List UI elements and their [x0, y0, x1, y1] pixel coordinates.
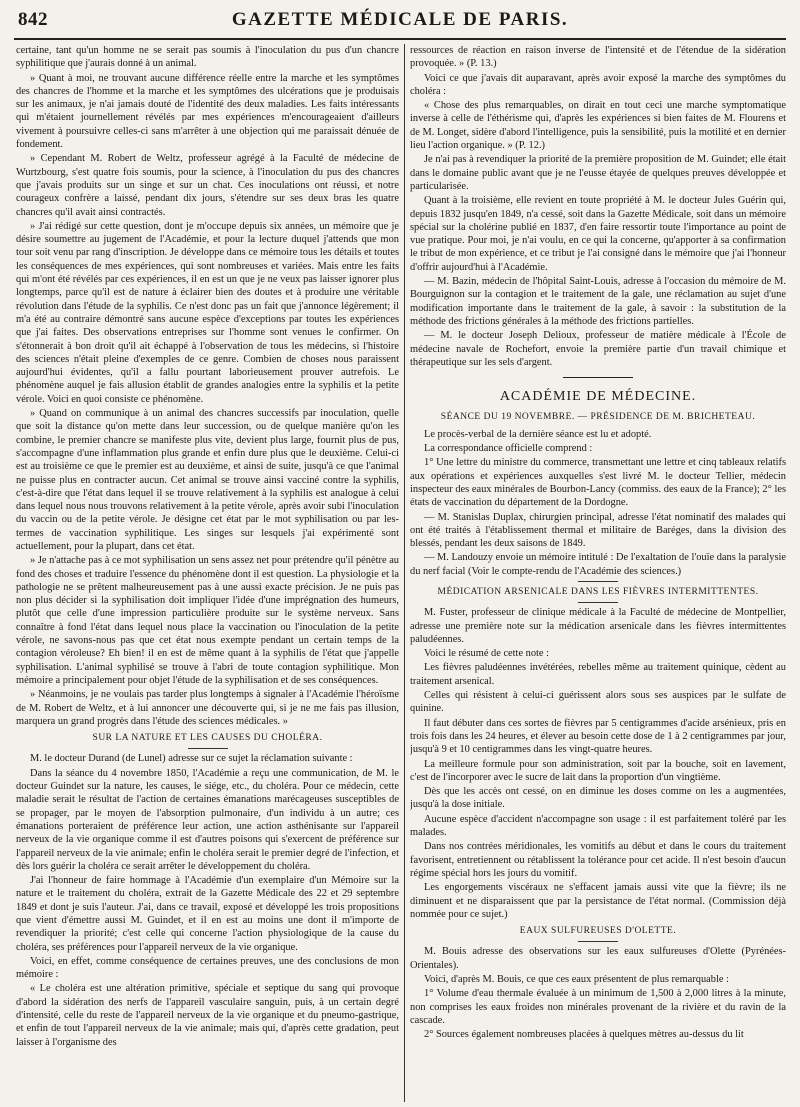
paragraph: — M. Bazin, médecin de l'hôpital Saint-Louis, adresse à l'occasion du mémoire de M. Bourguignon sur la contagion et le traitement de la gale, une réclamation au sujet d'une modification importante dans le traitement de la gale, à savoir : la substitution de la méthode des frictions générales à la méthode des frictions partielles.: [410, 276, 786, 327]
paragraph: 1° Une lettre du ministre du commerce, transmettant une lettre et cinq tableaux relatifs aux opérations et expériences auxquelles s'est livré M. le docteur Tellier, médecin inspecteur des eaux minérales de Bourbon-Lancy (commiss. des eaux de la France); 2° les états de vaccination du département de la Dordogne.: [410, 457, 786, 509]
paragraph: » Cependant M. Robert de Weltz, professeur agrégé à la Faculté de médecine de Wurtzbourg, s'est quatre fois soumis, pour la science, à l'inoculation du pus des chancres que j'avais produits sur un singe et sur un chat. Ces inoculations ont réussi, et notre courageux confrère a laissé, pendant dix jours, s'étendre sur ses deux bras les quatre chancres qu'il avait ainsi contractés.: [16, 153, 399, 218]
paragraph: M. Fuster, professeur de clinique médicale à la Faculté de médecine de Montpellier, adresse une première note sur la médication arsenicale dans les fièvres intermittentes paludéennes.: [410, 607, 786, 645]
paragraph: Le procès-verbal de la dernière séance est lu et adopté.: [424, 428, 652, 440]
journal-title: GAZETTE MÉDICALE DE PARIS.: [231, 9, 569, 30]
paragraph: La correspondance officielle comprend :: [424, 443, 593, 455]
header-rule: [14, 38, 786, 40]
column-divider: [404, 44, 405, 1102]
paragraph: — M. Landouzy envoie un mémoire intitulé : De l'exaltation de l'ouïe dans la paralysie du nerf facial (Voir le compte-rendu de l'Académie des sciences.): [410, 552, 786, 577]
section-heading-cholera: SUR LA NATURE ET LES CAUSES DU CHOLÉRA.: [92, 733, 323, 744]
paragraph: Dans nos contrées méridionales, les vomitifs au début et dans le cours du traitement favorisent, entretiennent ou rétablissent la tolérance pour cet acide. Il n'est besoin d'aucun régime spécial hors les jours du vomitif.: [410, 841, 786, 879]
paragraph: — M. le docteur Joseph Delioux, professeur de matière médicale à l'École de médecine navale de Rochefort, envoie la première partie d'un travail chimique et thérapeutique sur les sels d'argent.: [410, 330, 786, 368]
paragraph: Les engorgements viscéraux ne s'effacent jamais aussi vite que la fièvre; ils ne diminuent et ne disparaissent que par la persistance de l'état normal. (Commission déjà nommée pour ce sujet.): [410, 882, 786, 920]
paragraph: « Chose des plus remarquables, on dirait en tout ceci une marche symptomatique inverse à celle de l'éthérisme qui, d'après les expériences si bien faites de M. Flourens et de M. Longet, sidère d'abord l'intelligence, puis la sensibilité, puis la motilité et en dernier lieu l'action organique. » (P. 12.): [410, 100, 786, 152]
section-rule: [563, 377, 633, 378]
paragraph: M. le docteur Durand (de Lunel) adresse sur ce sujet la réclamation suivante :: [30, 753, 353, 765]
paragraph: » Quant à moi, ne trouvant aucune différence réelle entre la marche et les symptômes des chancres de l'homme et la marche et les symptômes des ulcérations que je produisais sur les animaux, je n'ai jamais douté de l'identité des deux maladies. Les faits intéressants qui m'étaient journellement révélés par mes expériences m'encourageaient d'ailleurs vivement à poursuivre celles-ci sans m'arrêter à une objection qui me paraissait dénuée de fondement.: [16, 72, 399, 151]
divider: [188, 748, 228, 749]
paragraph: Quant à la troisième, elle revient en toute propriété à M. le docteur Jules Guérin qui, depuis 1832 jusqu'en 1849, n'a cessé, soit dans la Gazette Médicale, soit dans un mémoire spécial sur la cholérine publié en 1837, d'en faire ressortir toute l'importance au point de vue pratique. Pour moi, je n'ai voulu, en ce qui la concerne, qu'apporter à sa confirmation le tribut de mon expérience, et ce tribut je l'ai consigné dans le mémoire que j'ai l'honneur d'offrir aujourd'hui à l'Académie.: [410, 195, 786, 273]
paragraph: » Je n'attache pas à ce mot syphilisation un sens assez net pour prétendre qu'il pénètre au fond des choses et traduire l'essence du phénomène dont il est question. La physiologie et la pathologie ne se prêtent malheureusement pas à une aussi exacte précision. Je ne puis pas non plus décider si la syphilisation doit impliquer l'idée d'une imprégnation des humeurs, plutôt que celle d'une impression particulière produite sur le système nerveux. Sans connaître à fond l'état dans lequel nous place la vaccination ou l'inoculation de la petite vérole, ne savons-nous pas que cet état nous exempte pendant un certain temps de la contagion véroleuse? Eh bien! il en est de même quant à la syphilis de l'état que j'appelle syphilisation. L'animal syphilisé se trouve à l'abri de toute contagion syphilitique. Mon mémoire a principalement pour objet l'étude de la syphilisation et de ses conséquences.: [16, 555, 399, 686]
paragraph: Voici, en effet, comme conséquence de certaines preuves, une des conclusions de mon mémoire :: [16, 955, 399, 981]
paragraph: Celles qui résistent à celui-ci guérissent alors sous ses auspices par le sulfate de quinine.: [410, 690, 786, 715]
paragraph: » Quand on communique à un animal des chancres successifs par inoculation, quelle que soit la distance qu'on mette dans leur succession, ou de quelque manière qu'on les combine, le premier chancre se manifeste plus vite, devient plus large, fournit plus de pus, s'accompagne d'une inflammation plus grande et enfin dure plus que le deuxième. Celui-ci est au troisième ce que le premier est au deuxième, et ainsi de suite, jusqu'à ce que l'animal ne puisse plus en contracter aucun. Cet animal se trouve ainsi vacciné contre la syphilis, c'est-à-dire que l'état dans lequel il se trouve relativement à la syphilis est analogue à celui dans lequel nous nous trouvons relativement à la petite vérole, après avoir subi l'inoculation du vaccin ou de la petite vérole. Je désigne cet état par le mot syphilisation ou par les-termes de vaccination syphilitique. Les singes sur lesquels j'ai expérimenté sont actuellement, pour la plupart, dans cet état.: [16, 408, 399, 552]
divider: [578, 602, 618, 603]
paragraph: 1° Volume d'eau thermale évaluée à un minimum de 1,500 à 2,000 litres à la minute, non comprises les eaux froides non minérales provenant de la rivière et du ravin de la cascade.: [410, 988, 786, 1026]
paragraph: certaine, tant qu'un homme ne se serait pas soumis à l'inoculation du pus d'un chancre syphilitique que j'aurais donné à un animal.: [16, 45, 399, 70]
paragraph: — M. Stanislas Duplax, chirurgien principal, adresse l'état nominatif des malades qui ont été traités à l'établissement thermal et militaire de Baréges, dans la division des blessés, pendant les deux saisons de 1849.: [410, 511, 786, 550]
paragraph: Aucune espèce d'accident n'accompagne son usage : il est parfaitement toléré par les malades.: [410, 813, 786, 839]
page-header: [14, 6, 786, 34]
paragraph: » J'ai rédigé sur cette question, dont je m'occupe depuis six années, un mémoire que je désire soumettre au jugement de l'Académie, et pour la lecture duquel j'attends que mon tour soit venu par rang d'inscription. Je développe dans ce mémoire tous les détails et toutes les conséquences de mes expériences, qui sont nombreuses et variées. Mais entre les faits qui m'ont été révélés par ces expériences, il en est un que je ne veux pas laisser ignorer plus longtemps, parce qu'il est de nature à éclairer bien des doutes et à produire une véritable révolution dans l'étude de la syphilis. Ce n'est donc pas un fait que j'annonce légèrement; il m'a été au contraire démontré sans aucune espèce d'exceptions par toutes les expériences que j'ai faites. Des observations entreprises sur l'homme sont venues le confirmer. On s'étonnerait à bon droit qu'il ait échappé à l'observation de tous les médecins, si l'histoire des sciences n'était pleine d'exemples de ce genre. Combien de choses nous paraissent aujourd'hui évidentes, qu'il a fallu pourtant laborieusement prouver autrefois. Le phénomène auquel je fais allusion établit de grandes analogies entre la syphilis et la petite vérole. Voici en quoi consiste ce phénomène.: [16, 220, 399, 405]
paragraph: M. Bouis adresse des observations sur les eaux sulfureuses d'Olette (Pyrénées-Orientales).: [410, 946, 786, 971]
paragraph: Voici le résumé de cette note :: [424, 648, 550, 660]
paragraph: Les fièvres paludéennes invétérées, rebelles même au traitement quinique, cèdent au traitement arsenical.: [410, 662, 786, 687]
paragraph: Il faut débuter dans ces sortes de fièvres par 5 centigrammes d'acide arsénieux, pris en trois fois dans les 24 heures, et élever au besoin cette dose de 1 à 2 centigrammes par jour, jusqu'à 9 et 10 centigrammes dans les vingt-quatre heures.: [410, 717, 786, 756]
paragraph: Voici, d'après M. Bouis, ce que ces eaux présentent de plus remarquable :: [424, 974, 729, 985]
paragraph: « Le choléra est une altération primitive, spéciale et septique du sang qui provoque d'abord la sidération des nerfs de l'appareil vasculaire sanguin, puis, à un certain degré d'intensité, celle du reste de l'appareil nerveux de la vie organique et du pneumo-gastrique, et enfin de tout l'appareil nerveux de la vie animale; mais qui, d'après cette gradation, peut laisser à l'organisme des: [16, 983, 399, 1048]
paragraph: » Néanmoins, je ne voulais pas tarder plus longtemps à signaler à l'Académie l'héroïsme de M. Robert de Weltz, et à lui annoncer une découverte qui, si je ne me fais pas illusion, marquera un grand progrès dans l'étude des sciences médicales. »: [16, 689, 399, 727]
section-heading-olette: EAUX SULFUREUSES D'OLETTE.: [519, 926, 677, 937]
right-column: [410, 44, 786, 1102]
section-heading-arsenic: MÉDICATION ARSENICALE DANS LES FIÈVRES INTERMITTENTES.: [437, 586, 759, 597]
paragraph: Dès que les accès ont cessé, on en diminue les doses comme on les a augmentées, jusqu'à la dose initiale.: [410, 786, 786, 811]
divider: [578, 581, 618, 582]
page-number: 842: [18, 9, 48, 30]
left-column: [16, 44, 399, 1102]
paragraph: Je n'ai pas à revendiquer la priorité de la première proposition de M. Guindet; elle était dans le domaine public avant que je ne l'eusse étayée de quelques preuves développée et particularisée.: [410, 154, 786, 192]
paragraph: J'ai l'honneur de faire hommage à l'Académie d'un exemplaire d'un Mémoire sur la nature et le traitement du choléra, extrait de la Gazette Médicale des 22 et 29 septembre 1849 et dont je suis l'auteur. J'ai, dans ce travail, exposé et développé les trois propositions que vient d'émettre aussi M. Guindet, et il en est au moins une dont il m'importe de revendiquer la priorité; c'est celle qui concerne l'action physiologique de la cause du choléra, ses préférences pour l'appareil nerveux de la vie organique.: [16, 875, 399, 953]
session-heading: SÉANCE DU 19 NOVEMBRE. — PRÉSIDENCE DE M. BRICHETEAU.: [440, 412, 756, 423]
paragraph: Voici ce que j'avais dit auparavant, après avoir exposé la marche des symptômes du choléra :: [410, 72, 786, 97]
paragraph: ressources de réaction en raison inverse de l'intensité et de l'étendue de la sidération provoquée. » (P. 13.): [410, 45, 786, 70]
paragraph: La meilleure formule pour son administration, soit par la bouche, soit en lavement, c'est de l'incorporer avec le sucre de lait dans la proportion d'un vingtième.: [410, 758, 786, 783]
academy-heading: ACADÉMIE DE MÉDECINE.: [499, 389, 697, 405]
paragraph: 2° Sources également nombreuses placées à quelques mètres au-dessus du lit: [424, 1029, 744, 1041]
divider: [578, 941, 618, 942]
paragraph: Dans la séance du 4 novembre 1850, l'Académie a reçu une communication, de M. le docteur Guindet sur la nature, les causes, le siége, etc., du choléra. Pour ce médecin, cette maladie serait le résultat de l'action de certaines émanations marécageuses susceptibles de se propager, par le moyen de l'absorption pulmonaire, d'un individu à un autre; ces émanations porteraient de préférence leur action, une action asthénisante sur l'appareil nerveux de la vie organique comme il est d'autres poisons qui s'exercent de préférence sur l'appareil nerveux de la vie animale; enfin le choléra serait le premier degré de l'infection, et dès lors guérir la choléra ce serait arrêter le développement du choléra.: [16, 767, 399, 872]
